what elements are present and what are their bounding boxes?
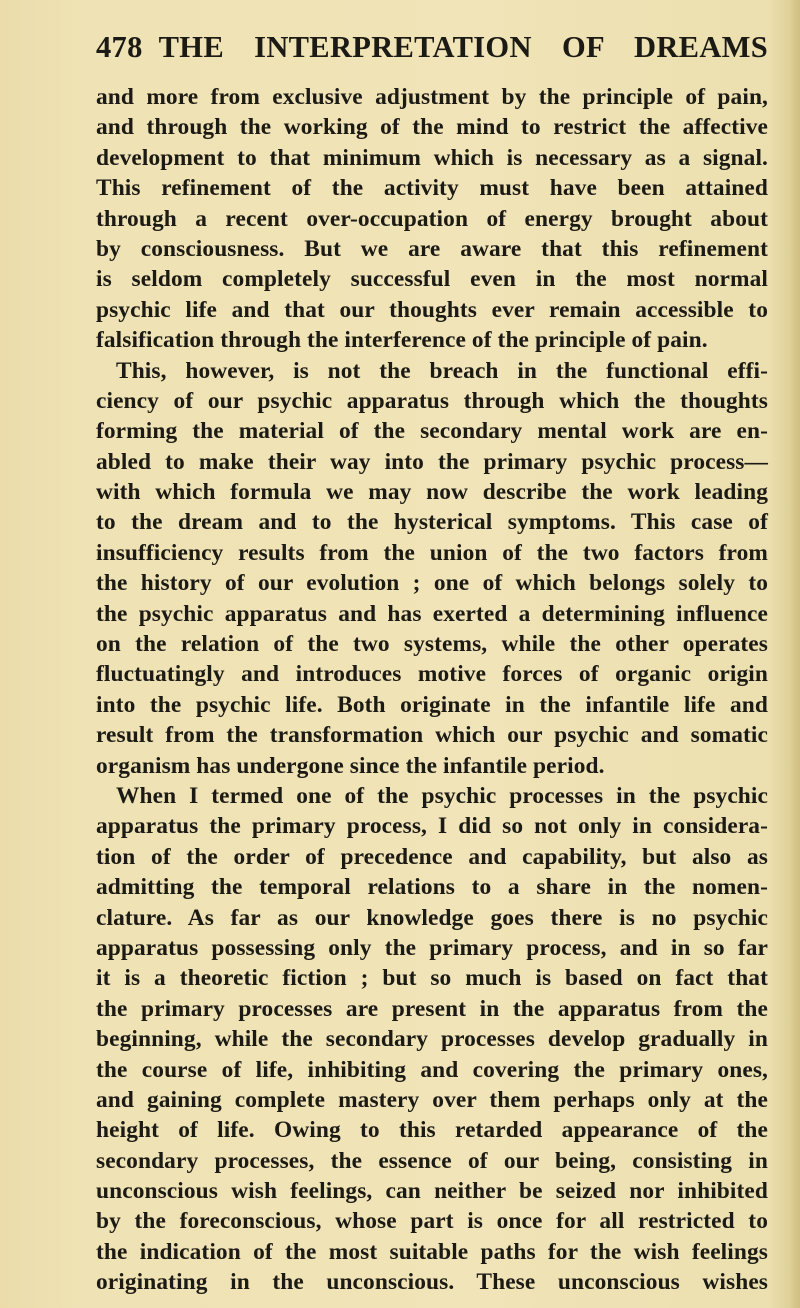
text-line: it is a theoretic fiction ; but so much is based on fact that (96, 965, 768, 992)
text-line: into the psychic life. Both originate in the infantile life and (96, 691, 768, 718)
text-line: and more from exclusive adjustment by the principle of pain, (96, 84, 768, 110)
text-line: by the foreconscious, whose part is once for all restricted to (96, 1208, 768, 1235)
running-title: THE INTERPRETATION OF DREAMS (158, 30, 768, 64)
text-line: fluctuatingly and introduces motive forces of organic origin (96, 661, 768, 688)
text-line: This refinement of the activity must have been attained (96, 175, 768, 202)
text-line: insufficiency results from the union of the two factors from (96, 539, 768, 566)
text-line: When I termed one of the psychic processes in the psychic (116, 782, 768, 809)
text-line: forming the material of the secondary mental work are en- (96, 418, 768, 445)
text-line: tion of the order of precedence and capability, but also as (96, 843, 768, 870)
text-line: result from the transformation which our psychic and somatic (96, 722, 768, 749)
text-line: organism has undergone since the infantile period. (96, 752, 605, 779)
text-line: secondary processes, the essence of our being, consisting in (96, 1147, 768, 1174)
text-line: is seldom completely successful even in the most normal (96, 266, 768, 293)
text-line: ciency of our psychic apparatus through which the thoughts (96, 387, 768, 414)
text-line: through a recent over-occupation of energy brought about (96, 205, 768, 232)
text-line: and through the working of the mind to restrict the affective (96, 114, 768, 141)
text-line: beginning, while the secondary processes develop gradually in (96, 1026, 768, 1053)
text-line: unconscious wish feelings, can neither be seized nor inhibited (96, 1178, 768, 1205)
text-line: on the relation of the two systems, while the other operates (96, 631, 768, 658)
text-line: with which formula we may now describe the work leading (96, 479, 768, 506)
text-line: and gaining complete mastery over them perhaps only at the (96, 1086, 768, 1113)
text-line: the primary processes are present in the apparatus from the (96, 995, 768, 1022)
page-number: 478 (96, 30, 143, 64)
text-line: clature. As far as our knowledge goes there is no psychic (96, 904, 768, 931)
text-line: apparatus the primary process, I did so not only in considera- (96, 813, 768, 840)
text-line: the indication of the most suitable paths for the wish feelings (96, 1238, 768, 1265)
text-line: admitting the temporal relations to a share in the nomen- (96, 874, 768, 901)
text-line: falsification through the interference of the principle of pain. (96, 327, 708, 354)
text-line: development to that minimum which is necessary as a signal. (96, 144, 768, 171)
text-line: by consciousness. But we are aware that this refinement (96, 235, 768, 262)
text-line: to the dream and to the hysterical symptoms. This case of (96, 509, 768, 536)
text-line: apparatus possessing only the primary process, and in so far (96, 934, 768, 961)
text-line: originating in the unconscious. These unconscious wishes (96, 1269, 768, 1296)
body-text (96, 82, 768, 1298)
text-line: This, however, is not the breach in the functional effi- (116, 357, 768, 384)
text-line: the course of life, inhibiting and covering the primary ones, (96, 1056, 768, 1083)
running-header (96, 30, 768, 65)
text-line: abled to make their way into the primary psychic process— (96, 448, 768, 475)
text-line: psychic life and that our thoughts ever remain accessible to (96, 296, 768, 323)
page-edge-shadow (790, 0, 800, 1308)
text-line: the psychic apparatus and has exerted a determining influence (96, 600, 768, 627)
text-line: height of life. Owing to this retarded appearance of the (96, 1117, 768, 1144)
text-line: the history of our evolution ; one of which belongs solely to (96, 570, 768, 597)
